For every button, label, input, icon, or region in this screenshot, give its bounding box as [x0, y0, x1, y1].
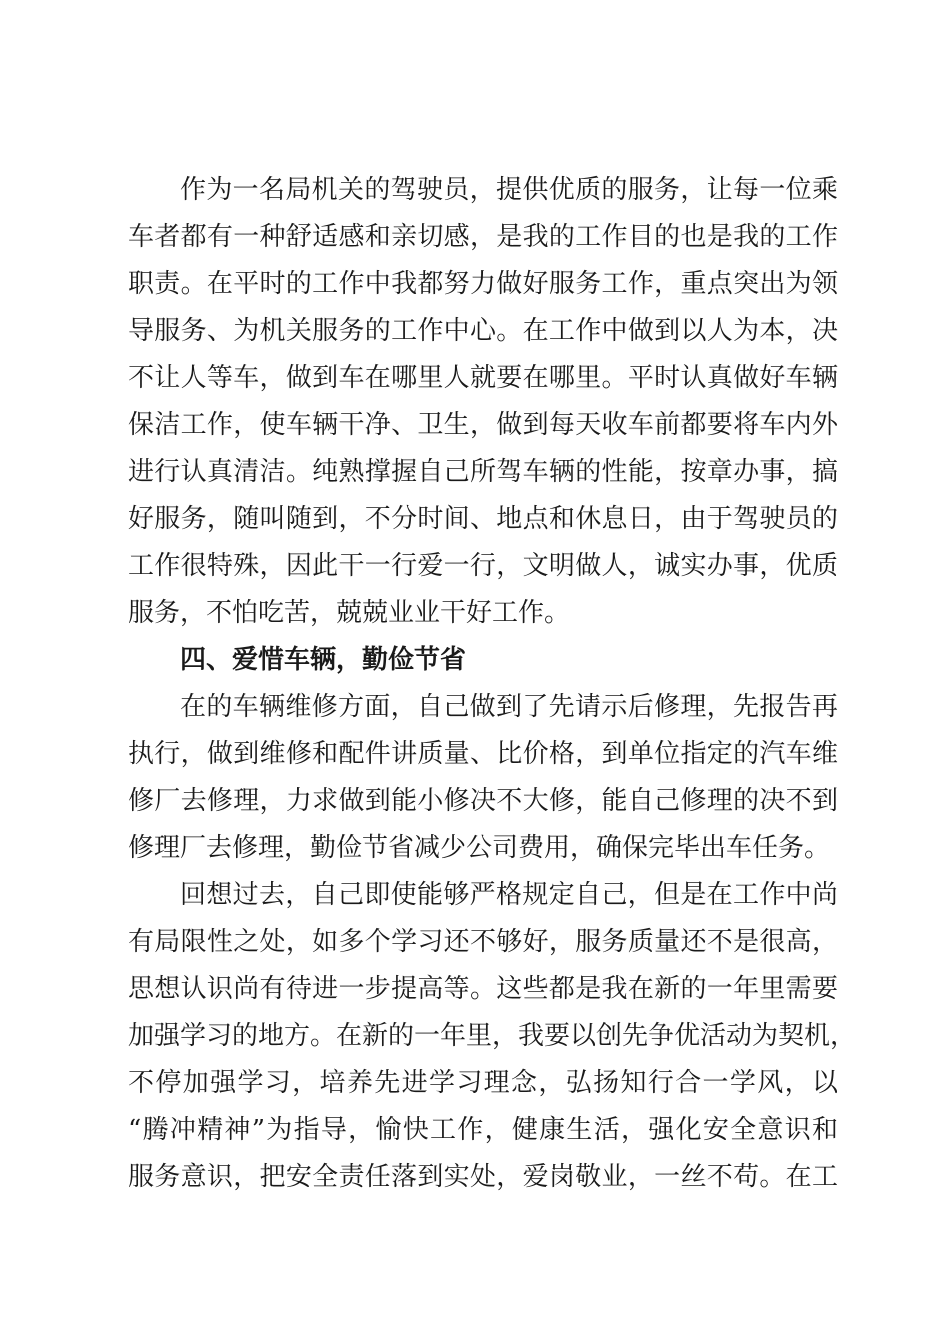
- paragraph-line: 服务，不怕吃苦，兢兢业业干好工作。: [128, 598, 571, 628]
- paragraph-line: 职责。在平时的工作中我都努力做好服务工作，重点突出为领: [128, 269, 838, 299]
- paragraph-line: 工作很特殊，因此干一行爱一行，文明做人，诚实办事，优质: [128, 551, 838, 581]
- section-heading: 四、爱惜车辆，勤俭节省: [180, 645, 467, 675]
- paragraph-line: 修理厂去修理，勤俭节省减少公司费用，确保完毕出车任务。: [128, 833, 831, 863]
- paragraph-line: 在的车辆维修方面，自己做到了先请示后修理，先报告再: [180, 692, 838, 722]
- paragraph-line: 思想认识尚有待进一步提高等。这些都是我在新的一年里需要: [128, 974, 838, 1004]
- paragraph-line: 执行，做到维修和配件讲质量、比价格，到单位指定的汽车维: [128, 739, 838, 769]
- paragraph-line: 修厂去修理，力求做到能小修决不大修，能自己修理的决不到: [128, 786, 838, 816]
- paragraph-line: 进行认真清洁。纯熟撑握自己所驾车辆的性能，按章办事，搞: [128, 457, 838, 487]
- paragraph-line: 作为一名局机关的驾驶员，提供优质的服务，让每一位乘: [180, 175, 838, 205]
- paragraph-line: “腾冲精神”为指导，愉快工作，健康生活，强化安全意识和: [128, 1115, 838, 1145]
- paragraph-line: 车者都有一种舒适感和亲切感，是我的工作目的也是我的工作: [128, 222, 838, 252]
- paragraph-line: 好服务，随叫随到，不分时间、地点和休息日，由于驾驶员的: [128, 504, 838, 534]
- paragraph-line: 保洁工作，使车辆干净、卫生，做到每天收车前都要将车内外: [128, 410, 838, 440]
- paragraph-line: 回想过去，自己即使能够严格规定自己，但是在工作中尚: [180, 880, 838, 910]
- paragraph-line: 导服务、为机关服务的工作中心。在工作中做到以人为本，决: [128, 316, 838, 346]
- paragraph-line: 有局限性之处，如多个学习还不够好，服务质量还不是很高，: [128, 927, 838, 957]
- paragraph-line: 不停加强学习，培养先进学习理念，弘扬知行合一学风，以: [128, 1068, 838, 1098]
- paragraph-line: 加强学习的地方。在新的一年里，我要以创先争优活动为契机，: [128, 1021, 857, 1051]
- paragraph-line: 不让人等车，做到车在哪里人就要在哪里。平时认真做好车辆: [128, 363, 838, 393]
- paragraph-line: 服务意识，把安全责任落到实处，爱岗敬业，一丝不苟。在工: [128, 1162, 838, 1192]
